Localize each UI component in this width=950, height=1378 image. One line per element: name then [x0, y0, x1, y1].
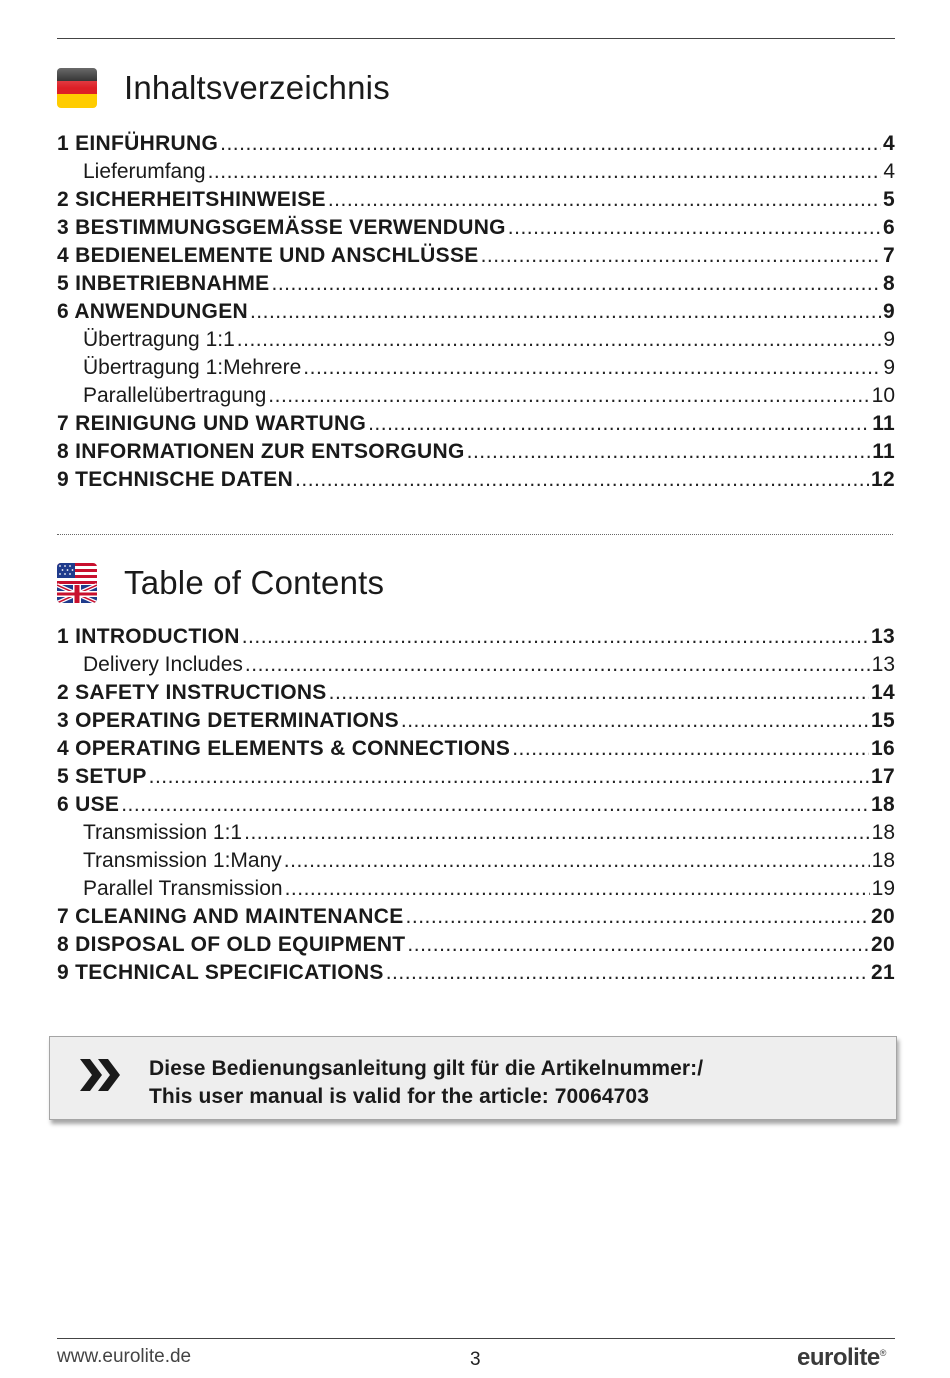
toc-entry-page: 9: [883, 328, 895, 351]
toc-leader-dots: [508, 214, 881, 242]
de-toc-entry[interactable]: [57, 354, 895, 382]
toc-entry-title: 2 SICHERHEITSHINWEISE: [57, 188, 326, 211]
de-toc-entry[interactable]: [57, 298, 895, 326]
de-toc-entry[interactable]: [57, 270, 895, 298]
de-toc-entry[interactable]: [57, 466, 895, 494]
toc-entry-title: 6 USE: [57, 793, 120, 816]
article-note-box: [49, 1036, 897, 1120]
double-chevron-right-icon: [80, 1057, 122, 1093]
article-note-line-de: Diese Bedienungsanleitung gilt für die Artikelnummer:/: [149, 1057, 704, 1080]
toc-entry-page: 9: [883, 300, 895, 323]
toc-entry-page: 14: [871, 681, 895, 704]
toc-leader-dots: [295, 466, 869, 494]
de-toc-entry[interactable]: [57, 158, 895, 186]
de-toc-entry[interactable]: [57, 438, 895, 466]
toc-entry-page: 7: [883, 244, 895, 267]
toc-leader-dots: [271, 270, 881, 298]
en-toc-title: Table of Contents: [124, 564, 385, 601]
en-toc-list: [57, 623, 895, 987]
en-toc-entry[interactable]: [57, 651, 895, 679]
de-toc-entry[interactable]: [57, 326, 895, 354]
en-toc-entry[interactable]: [57, 623, 895, 651]
en-toc-entry[interactable]: [57, 791, 895, 819]
top-rule: [57, 38, 895, 39]
toc-entry-page: 9: [883, 356, 895, 379]
toc-entry-title: Transmission 1:1: [83, 821, 243, 844]
en-toc-entry[interactable]: [57, 819, 895, 847]
toc-entry-title: 6 ANWENDUNGEN: [57, 300, 248, 323]
toc-entry-page: 13: [871, 625, 895, 648]
toc-leader-dots: [244, 819, 870, 847]
article-note-line-en: This user manual is valid for the article: 70064703: [149, 1085, 649, 1108]
en-toc-entry[interactable]: [57, 763, 895, 791]
toc-entry-title: Parallel Transmission: [83, 877, 283, 900]
toc-leader-dots: [284, 847, 870, 875]
section-separator: [57, 534, 893, 535]
toc-entry-title: 1 EINFÜHRUNG: [57, 132, 219, 155]
toc-leader-dots: [237, 326, 882, 354]
toc-entry-title: 9 TECHNICAL SPECIFICATIONS: [57, 961, 384, 984]
toc-entry-page: 4: [883, 160, 895, 183]
de-toc-entry[interactable]: [57, 214, 895, 242]
de-toc-entry[interactable]: [57, 242, 895, 270]
toc-entry-title: Übertragung 1:1: [83, 328, 235, 351]
en-toc-entry[interactable]: [57, 847, 895, 875]
toc-leader-dots: [407, 931, 869, 959]
en-toc-entry[interactable]: [57, 875, 895, 903]
us-uk-flag-icon: [57, 563, 97, 603]
bottom-rule: [57, 1338, 895, 1339]
toc-leader-dots: [121, 791, 869, 819]
toc-entry-title: 7 CLEANING AND MAINTENANCE: [57, 905, 404, 928]
toc-entry-page: 11: [872, 440, 895, 463]
toc-entry-title: 8 INFORMATIONEN ZUR ENTSORGUNG: [57, 440, 465, 463]
toc-entry-title: Übertragung 1:Mehrere: [83, 356, 302, 379]
toc-entry-title: 8 DISPOSAL OF OLD EQUIPMENT: [57, 933, 406, 956]
toc-leader-dots: [250, 298, 881, 326]
toc-leader-dots: [245, 651, 870, 679]
toc-leader-dots: [512, 735, 869, 763]
toc-entry-page: 13: [871, 653, 895, 676]
german-flag-icon: [57, 68, 97, 108]
de-section-heading: [57, 66, 390, 110]
toc-leader-dots: [368, 410, 870, 438]
toc-leader-dots: [285, 875, 870, 903]
de-toc-list: [57, 130, 895, 494]
toc-leader-dots: [467, 438, 871, 466]
toc-entry-page: 6: [883, 216, 895, 239]
toc-entry-title: 4 OPERATING ELEMENTS & CONNECTIONS: [57, 737, 511, 760]
toc-entry-title: 4 BEDIENELEMENTE UND ANSCHLÜSSE: [57, 244, 479, 267]
footer-url[interactable]: www.eurolite.de: [57, 1346, 192, 1367]
toc-entry-title: 3 OPERATING DETERMINATIONS: [57, 709, 399, 732]
toc-entry-title: 7 REINIGUNG UND WARTUNG: [57, 412, 367, 435]
toc-leader-dots: [329, 679, 869, 707]
toc-leader-dots: [481, 242, 881, 270]
toc-leader-dots: [401, 707, 869, 735]
toc-entry-page: 20: [871, 933, 895, 956]
toc-entry-title: 3 BESTIMMUNGSGEMÄSSE VERWENDUNG: [57, 216, 506, 239]
toc-leader-dots: [220, 130, 881, 158]
toc-entry-page: 15: [871, 709, 895, 732]
toc-entry-page: 20: [871, 905, 895, 928]
toc-entry-page: 18: [871, 849, 895, 872]
page-number: 3: [470, 1349, 481, 1370]
toc-leader-dots: [268, 382, 869, 410]
toc-entry-title: Lieferumfang: [83, 160, 206, 183]
en-toc-entry[interactable]: [57, 735, 895, 763]
toc-entry-page: 21: [871, 961, 895, 984]
toc-entry-title: Delivery Includes: [83, 653, 243, 676]
toc-entry-page: 16: [871, 737, 895, 760]
en-toc-entry[interactable]: [57, 931, 895, 959]
article-note-text: [149, 1055, 703, 1111]
toc-entry-title: 2 SAFETY INSTRUCTIONS: [57, 681, 327, 704]
toc-leader-dots: [386, 959, 869, 987]
toc-entry-title: 9 TECHNISCHE DATEN: [57, 468, 294, 491]
en-toc-entry[interactable]: [57, 959, 895, 987]
en-toc-entry[interactable]: [57, 679, 895, 707]
toc-leader-dots: [242, 623, 869, 651]
toc-entry-title: 5 INBETRIEBNAHME: [57, 272, 270, 295]
en-toc-entry[interactable]: [57, 707, 895, 735]
toc-entry-title: 5 SETUP: [57, 765, 147, 788]
de-toc-entry[interactable]: [57, 410, 895, 438]
toc-leader-dots: [303, 354, 881, 382]
de-toc-entry[interactable]: [57, 382, 895, 410]
toc-entry-page: 8: [883, 272, 895, 295]
toc-entry-page: 18: [871, 821, 895, 844]
toc-entry-page: 4: [883, 132, 895, 155]
toc-entry-title: 1 INTRODUCTION: [57, 625, 240, 648]
en-toc-entry[interactable]: [57, 903, 895, 931]
toc-leader-dots: [208, 158, 882, 186]
de-toc-entry[interactable]: [57, 130, 895, 158]
toc-leader-dots: [328, 186, 881, 214]
toc-entry-page: 17: [871, 765, 895, 788]
de-toc-title: Inhaltsverzeichnis: [124, 69, 390, 106]
toc-leader-dots: [149, 763, 869, 791]
eurolite-logo: eurolite®: [797, 1344, 886, 1371]
toc-entry-title: Transmission 1:Many: [83, 849, 282, 872]
toc-entry-page: 19: [871, 877, 895, 900]
toc-entry-page: 12: [871, 468, 895, 491]
toc-leader-dots: [406, 903, 870, 931]
en-section-heading: [57, 561, 384, 605]
toc-entry-title: Parallelübertragung: [83, 384, 267, 407]
logo-text: eurolite: [797, 1344, 880, 1371]
toc-entry-page: 5: [883, 188, 895, 211]
toc-entry-page: 11: [872, 412, 895, 435]
de-toc-entry[interactable]: [57, 186, 895, 214]
toc-entry-page: 18: [871, 793, 895, 816]
toc-entry-page: 10: [871, 384, 895, 407]
